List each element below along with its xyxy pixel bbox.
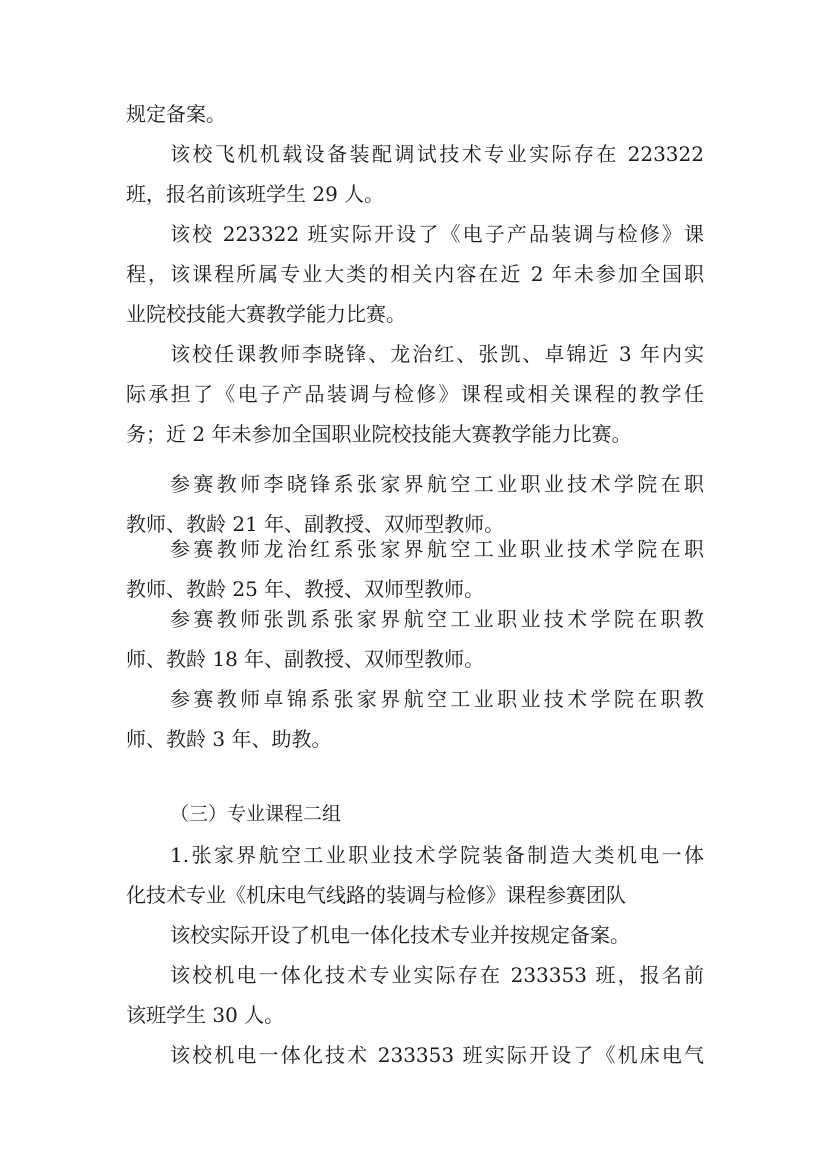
paragraph-line: 该校 223322 班实际开设了《电子产品装调与检修》课 <box>170 222 704 246</box>
paragraph-line: 参赛教师李晓锋系张家界航空工业职业技术学院在职 <box>170 472 704 496</box>
paragraph-line: 参赛教师龙治红系张家界航空工业职业技术学院在职 <box>170 537 704 561</box>
paragraph-line: 参赛教师卓锦系张家界航空工业职业技术学院在职教 <box>170 687 704 711</box>
section-heading: （三）专业课程二组 <box>170 803 342 825</box>
paragraph-line: 教师、教龄 25 年、教授、双师型教师。 <box>126 577 485 601</box>
paragraph-line: 师、教龄 18 年、副教授、双师型教师。 <box>126 647 485 671</box>
paragraph-line: 际承担了《电子产品装调与检修》课程或相关课程的教学任 <box>126 382 704 406</box>
paragraph-line: 该校实际开设了机电一体化技术专业并按规定备案。 <box>170 923 630 947</box>
paragraph-line: 教师、教龄 21 年、副教授、双师型教师。 <box>126 512 505 536</box>
paragraph-line: 该校机电一体化技术 233353 班实际开设了《机床电气 <box>170 1043 704 1067</box>
paragraph-line: 业院校技能大赛教学能力比赛。 <box>126 302 406 326</box>
paragraph-line: 该校任课教师李晓锋、龙治红、张凯、卓锦近 3 年内实 <box>170 342 704 366</box>
paragraph-line: 师、教龄 3 年、助教。 <box>126 727 332 751</box>
paragraph-line: 1.张家界航空工业职业技术学院装备制造大类机电一体 <box>170 843 704 867</box>
paragraph-line: 该校机电一体化技术专业实际存在 233353 班，报名前 <box>170 963 704 987</box>
paragraph-line: 程，该课程所属专业大类的相关内容在近 2 年未参加全国职 <box>126 262 704 286</box>
paragraph-line: 班，报名前该班学生 29 人。 <box>126 182 385 206</box>
paragraph-line: 务；近 2 年未参加全国职业院校技能大赛教学能力比赛。 <box>126 422 632 446</box>
paragraph-line: 该校飞机机载设备装配调试技术专业实际存在 223322 <box>170 142 704 166</box>
paragraph-line: 该班学生 30 人。 <box>126 1003 285 1027</box>
paragraph-line: 规定备案。 <box>126 102 226 126</box>
paragraph-line: 化技术专业《机床电气线路的装调与检修》课程参赛团队 <box>126 883 626 907</box>
paragraph-line: 参赛教师张凯系张家界航空工业职业技术学院在职教 <box>170 607 704 631</box>
